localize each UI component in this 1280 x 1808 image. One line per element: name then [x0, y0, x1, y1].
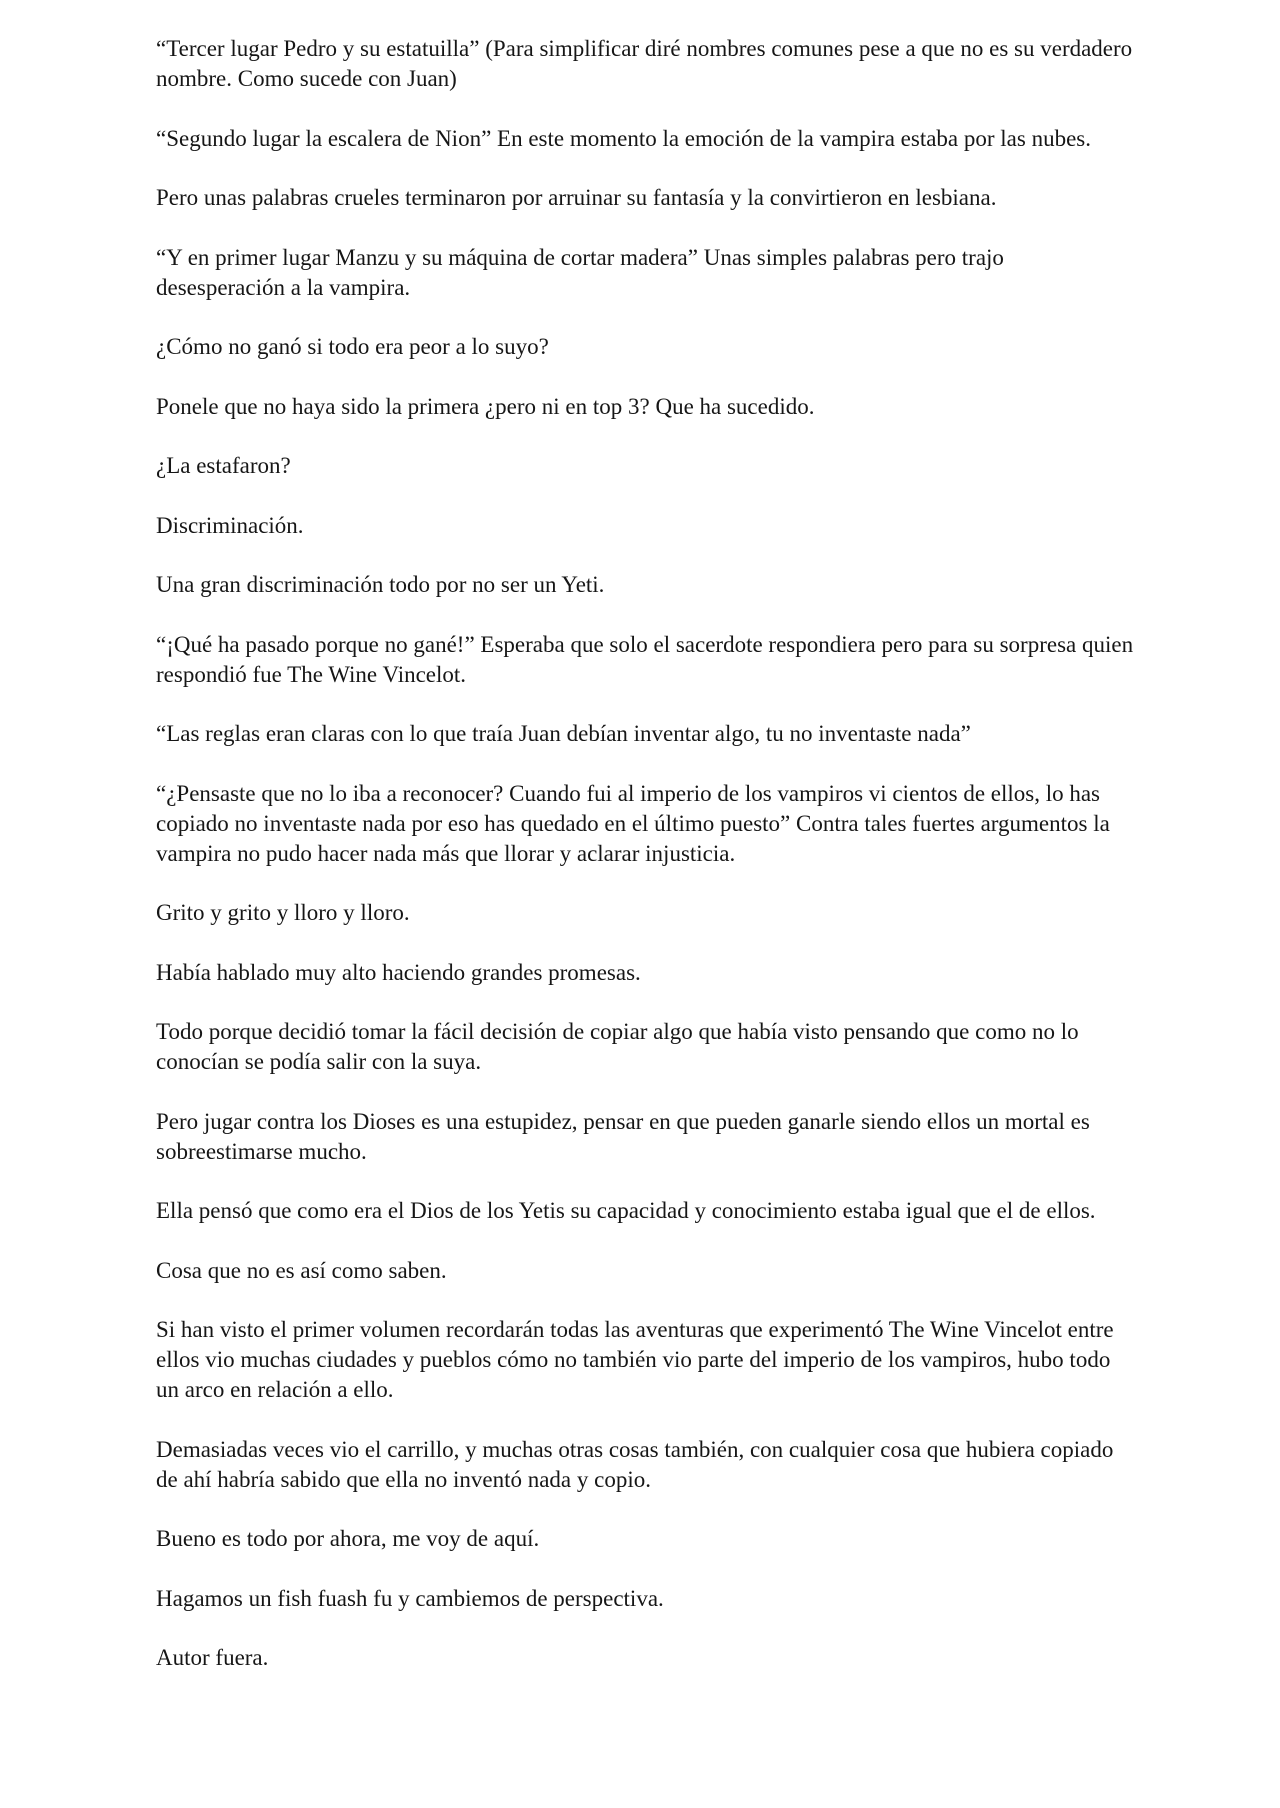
paragraph: Cosa que no es así como saben. — [156, 1257, 447, 1283]
paragraph: “Segundo lugar la escalera de Nion” En este momento la emoción de la vampira estaba por las nubes. — [156, 125, 1092, 151]
paragraph: Demasiadas veces vio el carrillo, y muchas otras cosas también, con cualquier cosa que hubiera copiado de ahí habría sabido que ella no inventó nada y copio. — [156, 1436, 1114, 1492]
document-body — [156, 34, 1136, 1703]
paragraph: Grito y grito y lloro y lloro. — [156, 900, 410, 925]
paragraph: Pero jugar contra los Dioses es una estupidez, pensar en que pueden ganarle siendo ellos un mortal es sobreestimarse mucho. — [156, 1108, 1090, 1164]
paragraph: Pero unas palabras crueles terminaron por arruinar su fantasía y la convirtieron en lesbiana. — [156, 185, 997, 210]
paragraph: Si han visto el primer volumen recordarán todas las aventuras que experimentó The Wine Vincelot entre ellos vio muchas ciudades y pueblos cómo no también vio parte del imperio de los vampiros, hubo todo un arco en relación a ello. — [156, 1317, 1114, 1402]
paragraph: “Y en primer lugar Manzu y su máquina de cortar madera” Unas simples palabras pero trajo desesperación a la vampira. — [156, 244, 1004, 300]
paragraph: “¡Qué ha pasado porque no gané!” Esperaba que solo el sacerdote respondiera pero para su sorpresa quien respondió fue The Wine Vincelot. — [156, 631, 1134, 687]
paragraph: “Las reglas eran claras con lo que traía Juan debían inventar algo, tu no inventaste nada” — [156, 721, 971, 746]
paragraph: “¿Pensaste que no lo iba a reconocer? Cuando fui al imperio de los vampiros vi cientos de ellos, lo has copiado no inventaste nada por eso has quedado en el último puesto” Contra tales fuertes argumentos la vampira no pudo hacer nada más que llorar y aclarar injusticia. — [156, 780, 1110, 866]
paragraph: Discriminación. — [156, 512, 304, 538]
paragraph: ¿Cómo no ganó si todo era peor a lo suyo? — [156, 334, 549, 359]
paragraph: “Tercer lugar Pedro y su estatuilla” (Para simplificar diré nombres comunes pese a que no es su verdadero nombre. Como sucede con Juan) — [156, 36, 1133, 91]
paragraph: Todo porque decidió tomar la fácil decisión de copiar algo que había visto pensando que como no lo conocían se podía salir con la suya. — [156, 1019, 1079, 1074]
paragraph: Autor fuera. — [156, 1645, 269, 1670]
paragraph: Bueno es todo por ahora, me voy de aquí. — [156, 1526, 540, 1551]
paragraph: ¿La estafaron? — [156, 453, 291, 478]
paragraph: Había hablado muy alto haciendo grandes promesas. — [156, 959, 641, 985]
paragraph: Ella pensó que como era el Dios de los Yetis su capacidad y conocimiento estaba igual que el de ellos. — [156, 1198, 1096, 1223]
paragraph: Hagamos un fish fuash fu y cambiemos de perspectiva. — [156, 1585, 664, 1611]
paragraph: Una gran discriminación todo por no ser un Yeti. — [156, 572, 605, 597]
paragraph: Ponele que no haya sido la primera ¿pero ni en top 3? Que ha sucedido. — [156, 393, 815, 419]
